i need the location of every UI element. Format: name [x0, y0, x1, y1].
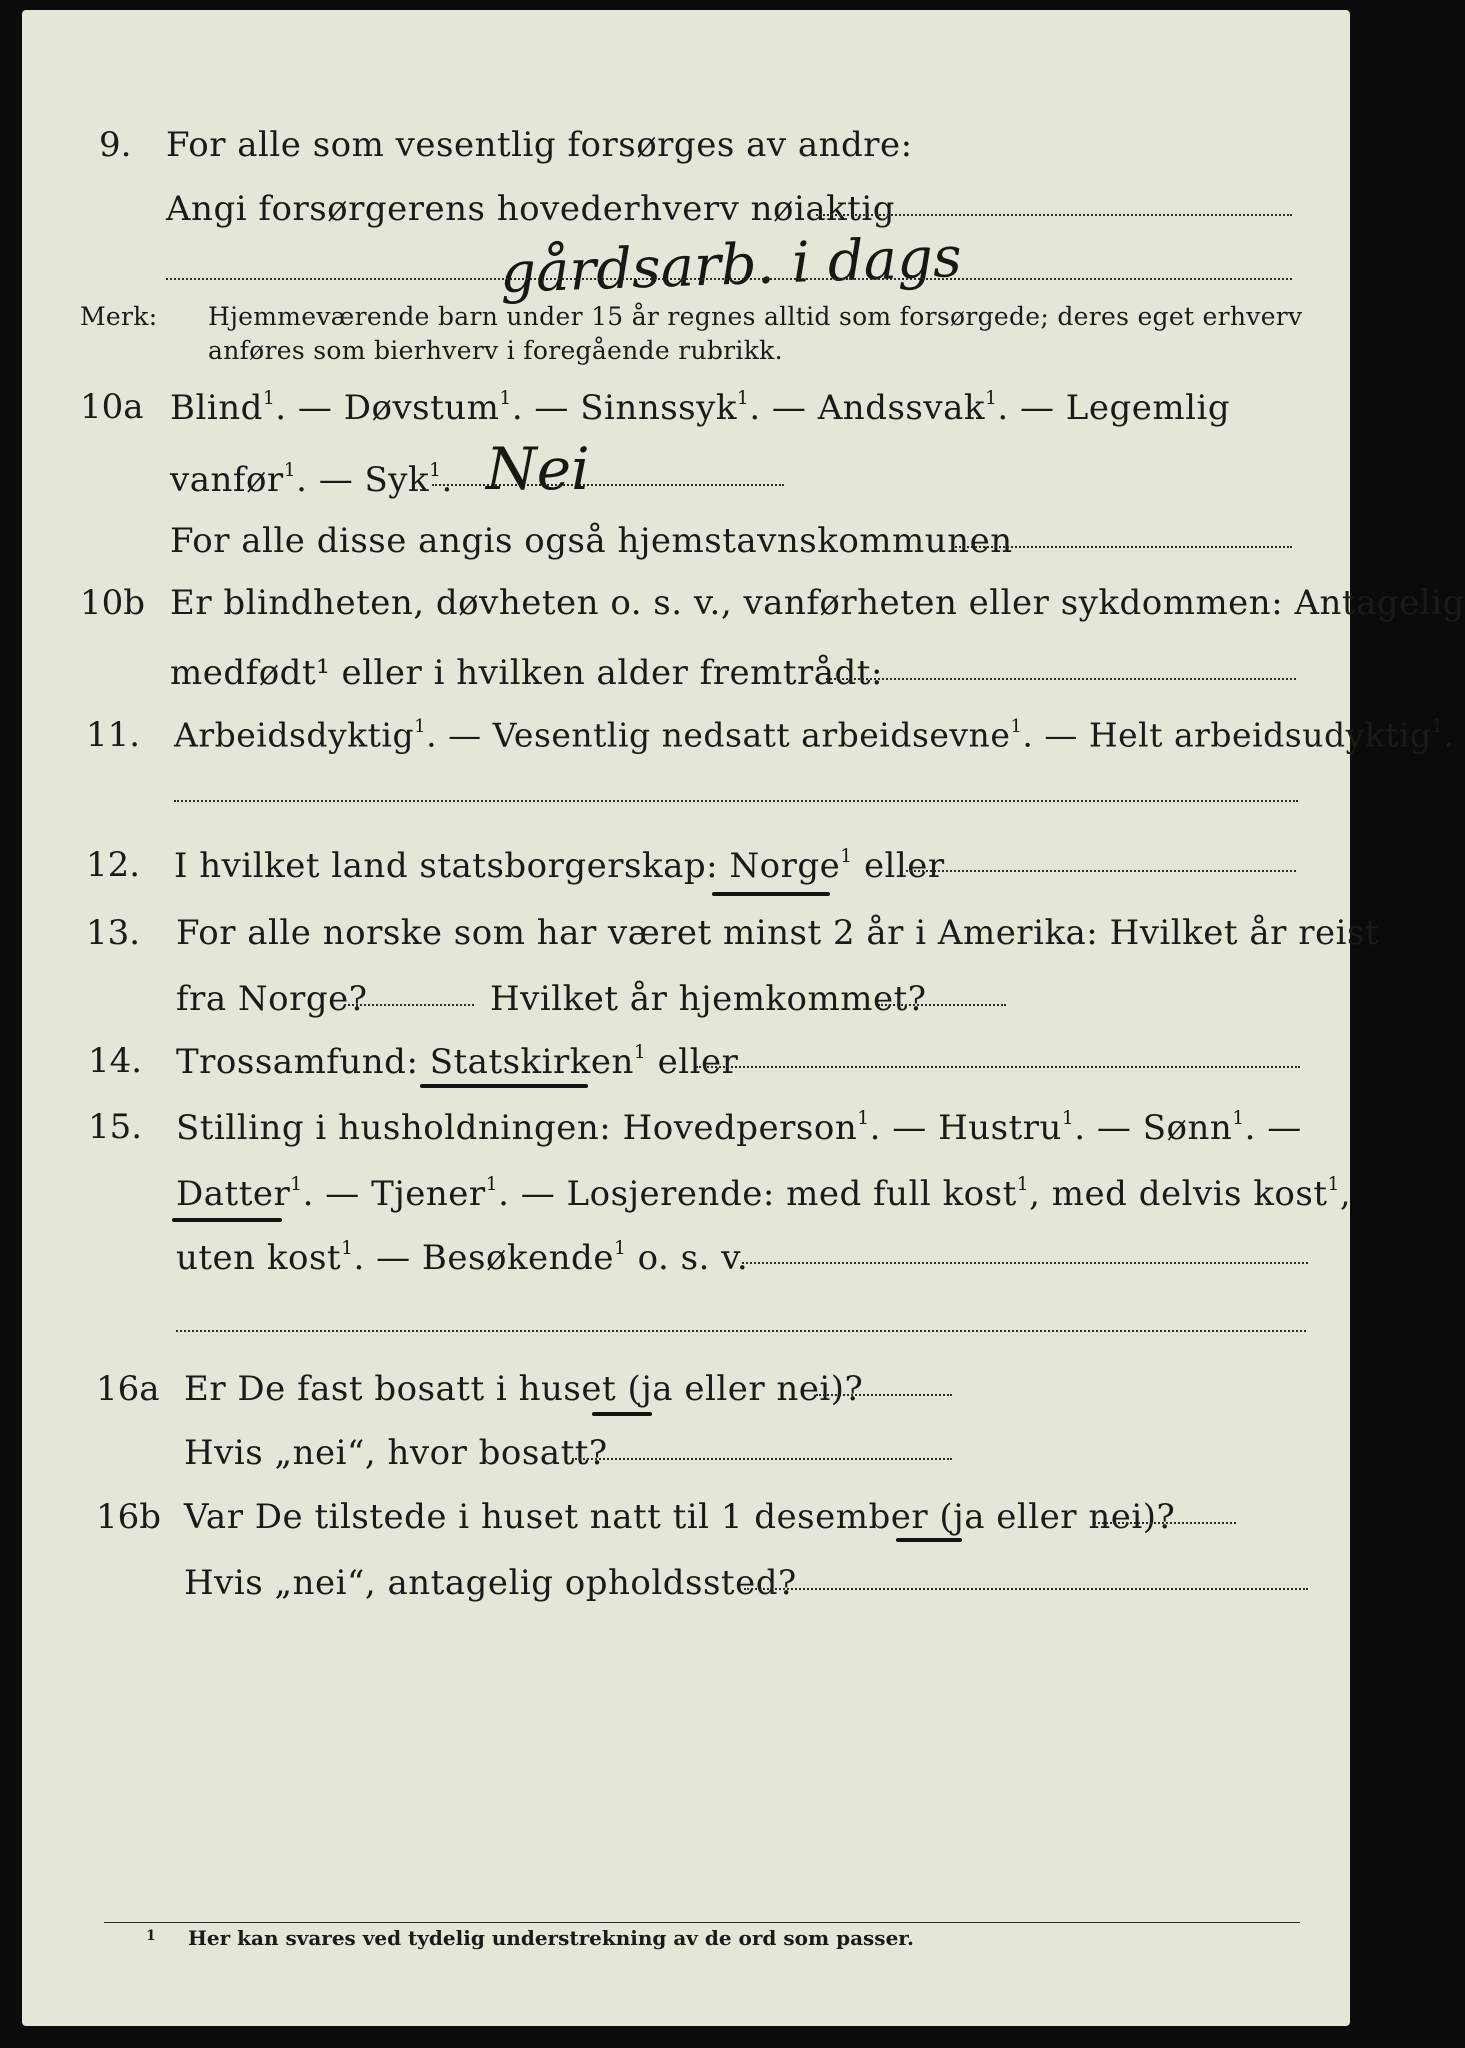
item-15-line3: uten kost$^1$. — Besøkende$^1$ o. s. v. — [176, 1237, 749, 1278]
item-10a-line2: vanfør$^1$. — Syk$^1$. — [170, 459, 453, 500]
item-10a-dotted-line — [432, 484, 784, 486]
item-11-dotted-line — [174, 800, 1298, 802]
item-10b-line2: medfødt¹ eller i hvilken alder fremtrådt: — [170, 653, 883, 693]
item-13-line2a: fra Norge? — [176, 979, 368, 1019]
item-14-line1: Trossamfund: Statskirken$^1$ eller — [176, 1041, 739, 1082]
item-13-dots-a — [344, 1004, 474, 1006]
item-15-line2: Datter$^1$. — Tjener$^1$. — Losjerende: med full kost$^1$, med delvis kost$^1$, — [176, 1173, 1352, 1214]
note-label: Merk: — [80, 302, 158, 331]
item-12-underline-mark — [712, 892, 830, 896]
item-11-number: 11. — [86, 715, 141, 755]
item-9-line1: For alle som vesentlig forsørges av andre: — [166, 125, 913, 165]
item-15-underline-mark — [172, 1218, 282, 1222]
item-16b-dots-2 — [744, 1588, 1308, 1590]
item-10a-line3: For alle disse angis også hjemstavnskommunen — [170, 521, 1013, 561]
item-16b-number: 16b — [96, 1497, 162, 1537]
item-13-line2b: Hvilket år hjemkommet? — [490, 979, 927, 1019]
item-13-number: 13. — [86, 913, 141, 953]
item-9-handwritten-answer: gårdsarb. i dags — [498, 224, 963, 307]
item-16b-line2: Hvis „nei“, antagelig opholdssted? — [184, 1563, 797, 1603]
item-14-number: 14. — [88, 1041, 143, 1081]
item-10b-number: 10b — [80, 583, 146, 623]
item-16b-line1: Var De tilstede i huset natt til 1 desember (ja eller nei)? — [184, 1497, 1176, 1537]
item-16a-line1: Er De fast bosatt i huset (ja eller nei)? — [184, 1369, 864, 1409]
item-15-line1: Stilling i husholdningen: Hovedperson$^1$. — Hustru$^1$. — Sønn$^1$. — — [176, 1107, 1302, 1148]
item-16b-dots-1 — [1094, 1522, 1236, 1524]
item-9-line2: Angi forsørgerens hovederhverv nøiaktig — [166, 189, 896, 229]
item-15-answer-line — [176, 1330, 1306, 1332]
item-16b-underline-mark — [896, 1538, 962, 1542]
item-16a-number: 16a — [96, 1369, 160, 1409]
item-10b-line1: Er blindheten, døvheten o. s. v., vanførheten eller sykdommen: Antagelig — [170, 583, 1465, 623]
item-11-line1: Arbeidsdyktig$^1$. — Vesentlig nedsatt arbeidsevne$^1$. — Helt arbeidsudyktig$^1$. — [174, 715, 1455, 755]
footnote-marker: 1 — [146, 1928, 156, 1944]
footnote-rule — [104, 1922, 1300, 1923]
item-15-number: 15. — [88, 1107, 143, 1147]
item-10b-dotted-line — [826, 678, 1296, 680]
item-10a-line1: Blind$^1$. — Døvstum$^1$. — Sinnssyk$^1$. — Andssvak$^1$. — Legemlig — [170, 387, 1231, 428]
item-16a-dots-2 — [572, 1458, 952, 1460]
item-9-dotted-line — [816, 214, 1292, 216]
item-13-line1: For alle norske som har været minst 2 år i Amerika: Hvilket år reist — [176, 913, 1380, 953]
item-13-dots-b — [878, 1004, 1006, 1006]
item-16a-line2: Hvis „nei“, hvor bosatt? — [184, 1433, 608, 1473]
item-10a-number: 10a — [80, 387, 144, 427]
item-10a-line3-dots — [952, 546, 1292, 548]
item-9-number: 9. — [99, 125, 132, 165]
note-line1: Hjemmeværende barn under 15 år regnes alltid som forsørgede; deres eget erhverv — [208, 302, 1303, 331]
item-16a-dots-1 — [816, 1394, 952, 1396]
item-9-answer-line — [166, 278, 1292, 280]
item-12-dotted-line — [906, 870, 1296, 872]
item-10a-handwritten-answer: Nei — [486, 435, 590, 503]
item-16a-underline-mark — [592, 1412, 652, 1416]
item-12-number: 12. — [86, 845, 141, 885]
footnote-text: Her kan svares ved tydelig understrekning av de ord som passer. — [188, 1926, 914, 1950]
item-14-underline-mark — [420, 1084, 588, 1088]
note-line2: anføres som bierhverv i foregående rubrikk. — [208, 336, 783, 365]
item-12-line1: I hvilket land statsborgerskap: Norge$^1$ eller — [174, 845, 945, 886]
item-14-dotted-line — [696, 1066, 1300, 1068]
item-15-dotted-line — [742, 1262, 1308, 1264]
